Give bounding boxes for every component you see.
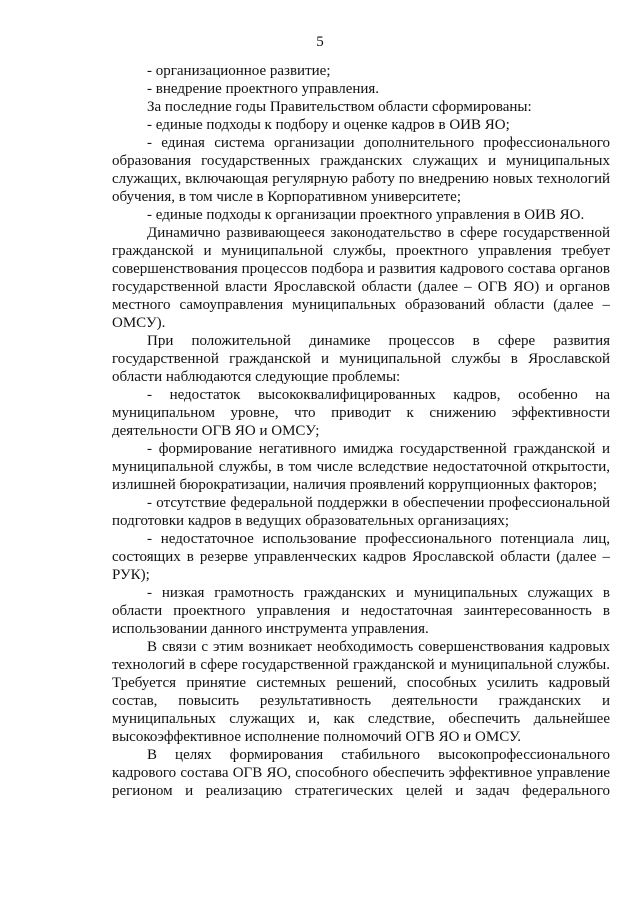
paragraph-list-item: - единые подходы к организации проектного управления в ОИВ ЯО. — [147, 207, 585, 223]
paragraph-list-item: - недостаточное использование профессионального потенциала лиц, состоящих в резерве управленческих кадров Ярославской области (далее – РУК); — [112, 531, 610, 583]
paragraph-list-item: - организационное развитие; — [147, 63, 331, 79]
paragraph-list-item: - формирование негативного имиджа государственной гражданской и муниципальной службы, в том числе вследствие недостаточной открытости, излишней бюрократизации, наличия проявлений коррупционных факторов; — [112, 441, 610, 493]
paragraph: За последние годы Правительством области сформированы: — [147, 99, 532, 115]
paragraph-list-item: - единая система организации дополнительного профессионального образования государственных гражданских служащих и муниципальных служащих, включающая регулярную работу по внедрению новых технологий обучения, в том числе в Корпоративном университете; — [112, 135, 610, 205]
paragraph-list-item: - единые подходы к подбору и оценке кадров в ОИВ ЯО; — [147, 117, 510, 133]
body-text — [112, 62, 610, 800]
paragraph: Динамично развивающееся законодательство в сфере государственной гражданской и муниципальной службы, проектного управления требует совершенствования процессов подбора и развития кадрового состава органов государственной власти Ярославской области (далее – ОГВ ЯО) и органов местного самоуправления муниципальных образований области (далее – ОМСУ). — [112, 225, 610, 331]
paragraph-list-item: - низкая грамотность гражданских и муниципальных служащих в области проектного управления и недостаточная заинтересованность в использовании данного инструмента управления. — [112, 585, 610, 637]
paragraph-list-item: - внедрение проектного управления. — [147, 81, 380, 97]
paragraph-list-item: - отсутствие федеральной поддержки в обеспечении профессиональной подготовки кадров в ведущих образовательных организациях; — [112, 495, 610, 529]
paragraph: В целях формирования стабильного высокопрофессионального кадрового состава ОГВ ЯО, способного обеспечить эффективное управление регионом и реализацию стратегических целей и задач федерального — [112, 747, 610, 799]
paragraph: При положительной динамике процессов в сфере развития государственной гражданской и муниципальной службы в Ярославской области наблюдаются следующие проблемы: — [112, 333, 610, 385]
paragraph-list-item: - недостаток высококвалифицированных кадров, особенно на муниципальном уровне, что приводит к снижению эффективности деятельности ОГВ ЯО и ОМСУ; — [112, 387, 610, 439]
paragraph: В связи с этим возникает необходимость совершенствования кадровых технологий в сфере государственной гражданской и муниципальной службы. Требуется принятие системных решений, способных усилить кадровый состав, повысить результативность деятельности гражданских и муниципальных служащих и, как следствие, обеспечить дальнейшее высокоэффективное исполнение полномочий ОГВ ЯО и ОМСУ. — [112, 639, 610, 745]
page-number: 5 — [316, 34, 324, 50]
